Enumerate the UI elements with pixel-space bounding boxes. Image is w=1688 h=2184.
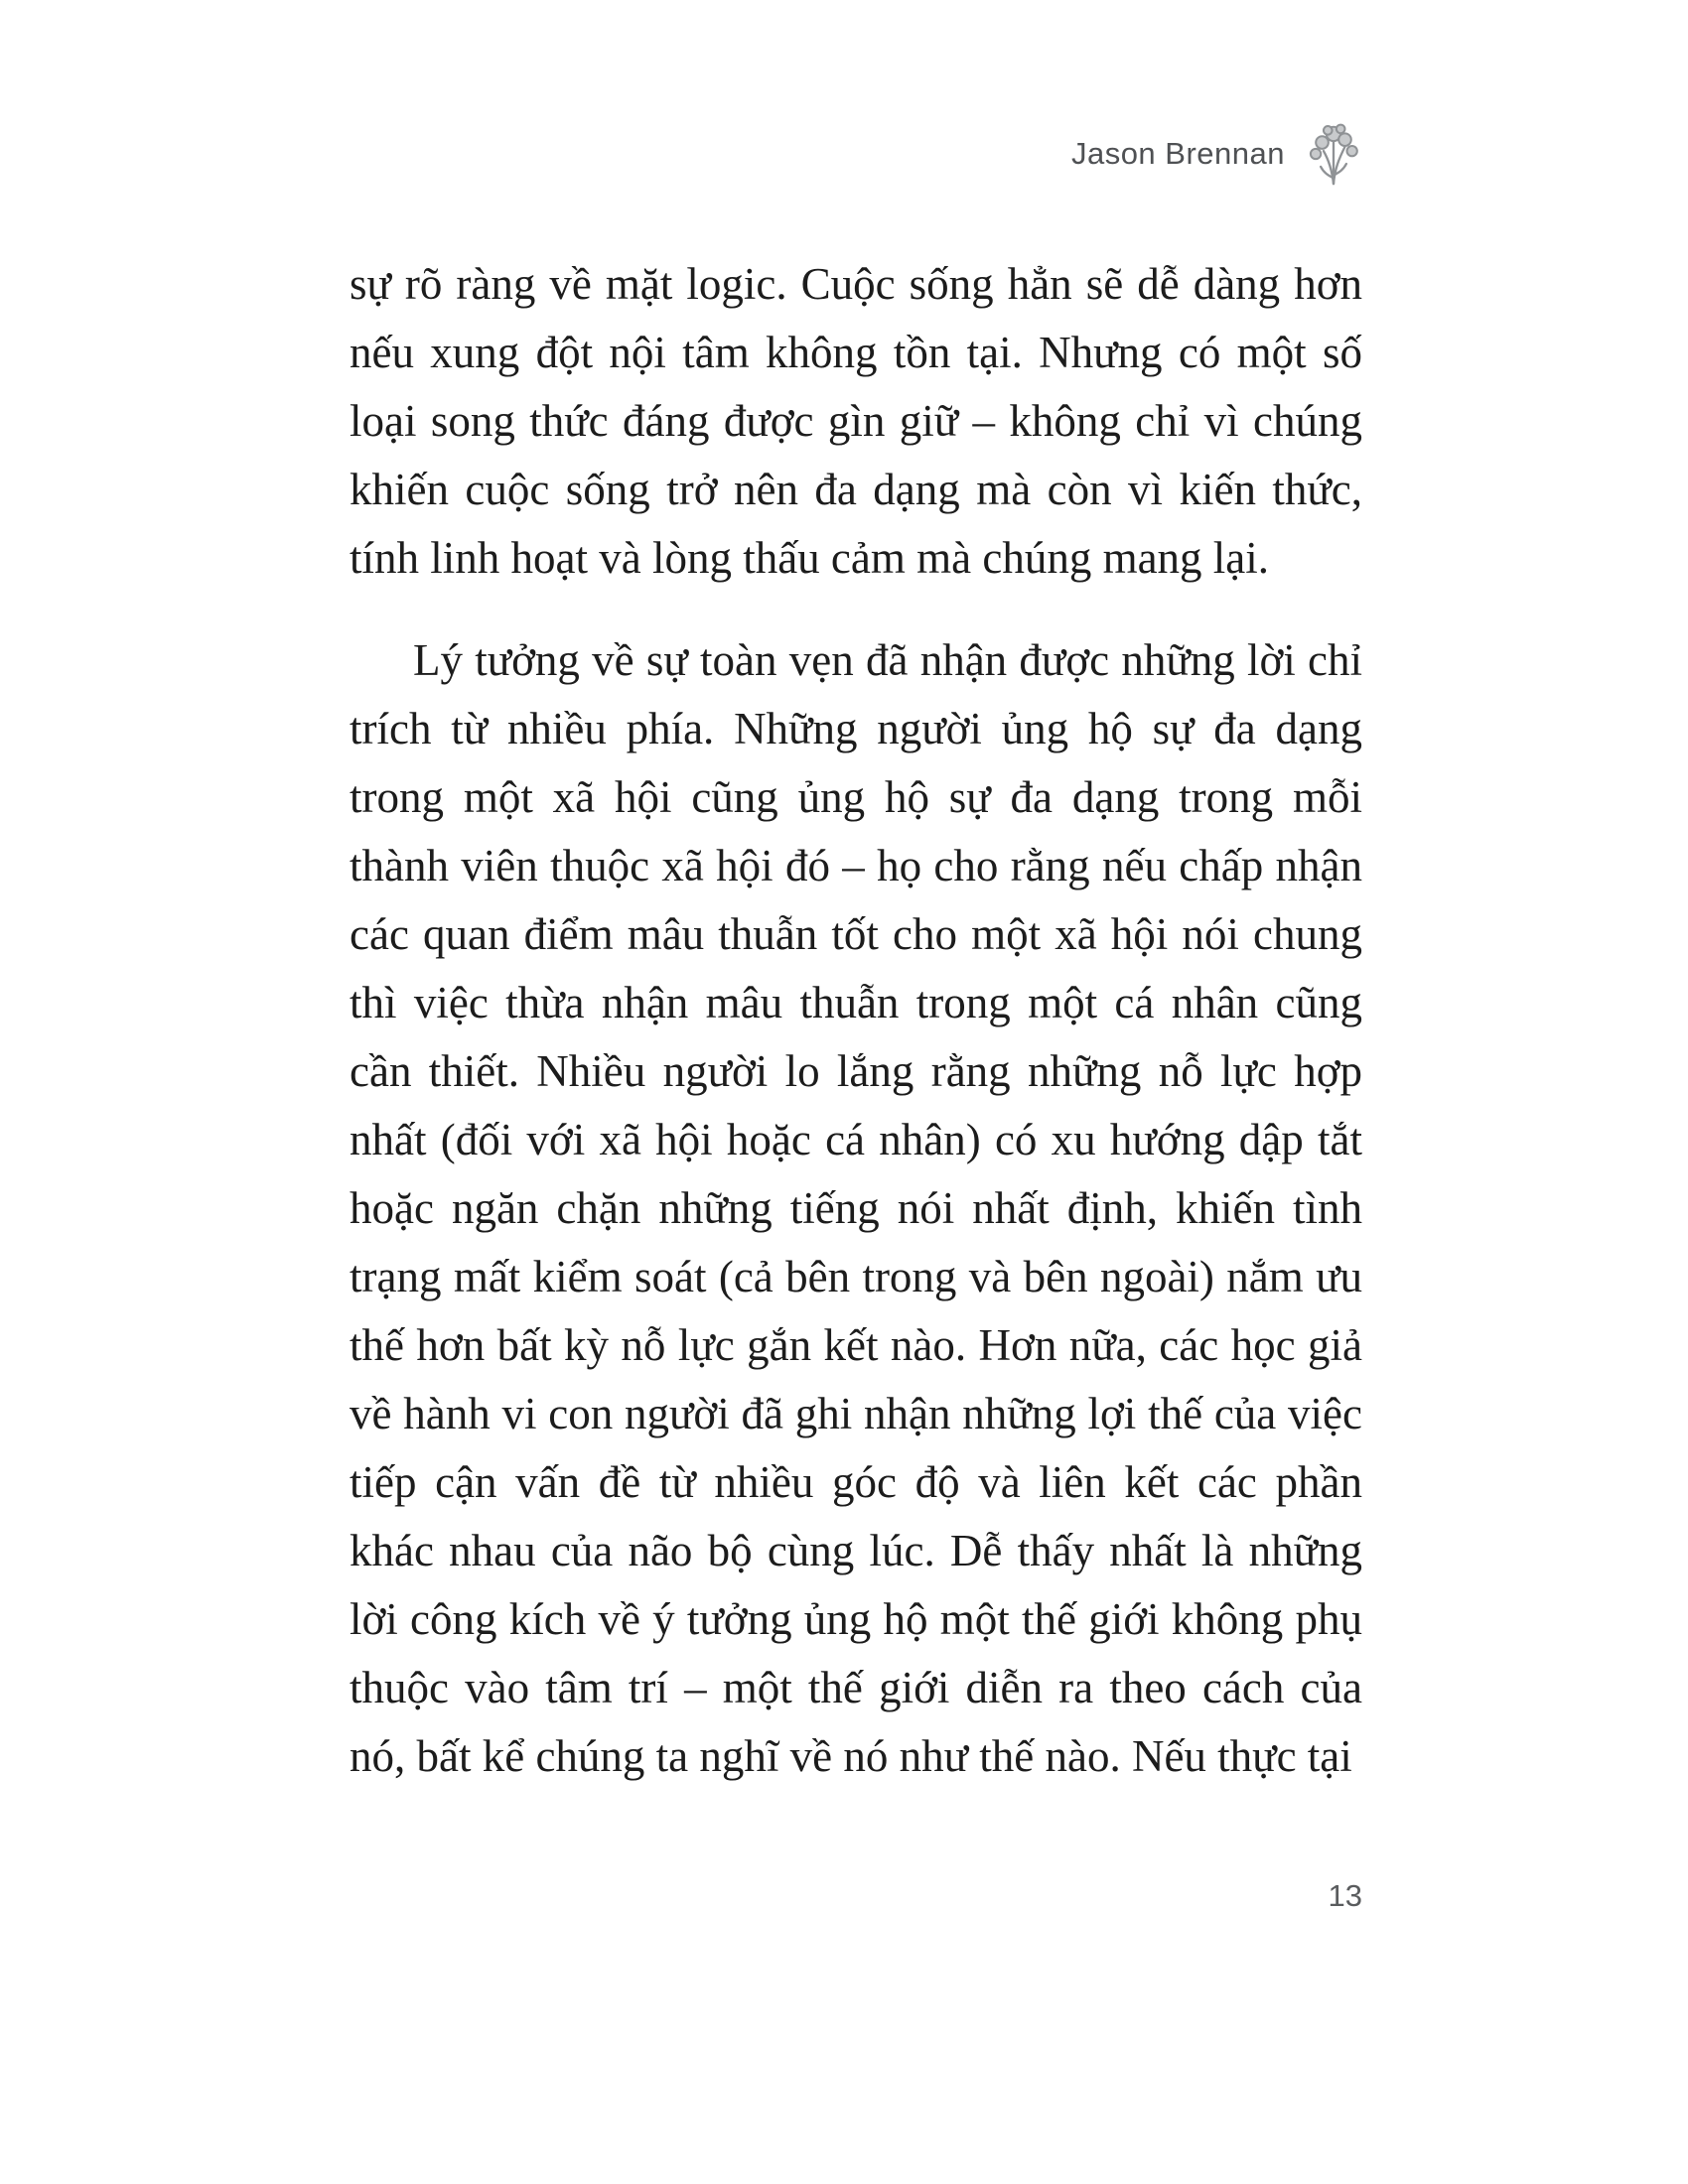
page-header bbox=[1071, 121, 1362, 187]
page-number: 13 bbox=[1328, 1878, 1362, 1913]
author-name: Jason Brennan bbox=[1070, 136, 1285, 171]
paragraph: Lý tưởng về sự toàn vẹn đã nhận được những lời chỉ trích từ nhiều phía. Những người ủng hộ sự đa dạng trong một xã hội cũng ủng hộ sự đa dạng trong mỗi thành viên thuộc xã hội đó – họ cho rằng nếu chấp nhận các quan điểm mâu thuẫn tốt cho một xã hội nói chung thì việc thừa nhận mâu thuẫn trong một cá nhân cũng cần thiết. Nhiều người lo lắng rằng những nỗ lực hợp nhất (đối với xã hội hoặc cá nhân) có xu hướng dập tắt hoặc ngăn chặn những tiếng nói nhất định, khiến tình trạng mất kiểm soát (cả bên trong và bên ngoài) nắm ưu thế hơn bất kỳ nỗ lực gắn kết nào. Hơn nữa, các học giả về hành vi con người đã ghi nhận những lợi thế của việc tiếp cận vấn đề từ nhiều góc độ và liên kết các phần khác nhau của não bộ cùng lúc. Dễ thấy nhất là những lời công kích về ý tưởng ủng hộ một thế giới không phụ thuộc vào tâm trí – một thế giới diễn ra theo cách của nó, bất kể chúng ta nghĩ về nó như thế nào. Nếu thực tại bbox=[350, 635, 1362, 1781]
flower-bouquet-icon bbox=[1305, 121, 1362, 187]
paragraph-continuation: sự rõ ràng về mặt logic. Cuộc sống hẳn sẽ dễ dàng hơn nếu xung đột nội tâm không tồn tại. Nhưng có một số loại song thức đáng được gìn giữ – không chỉ vì chúng khiến cuộc sống trở nên đa dạng mà còn vì kiến thức, tính linh hoạt và lòng thấu cảm mà chúng mang lại. bbox=[350, 259, 1362, 583]
page-body bbox=[350, 250, 1362, 1791]
